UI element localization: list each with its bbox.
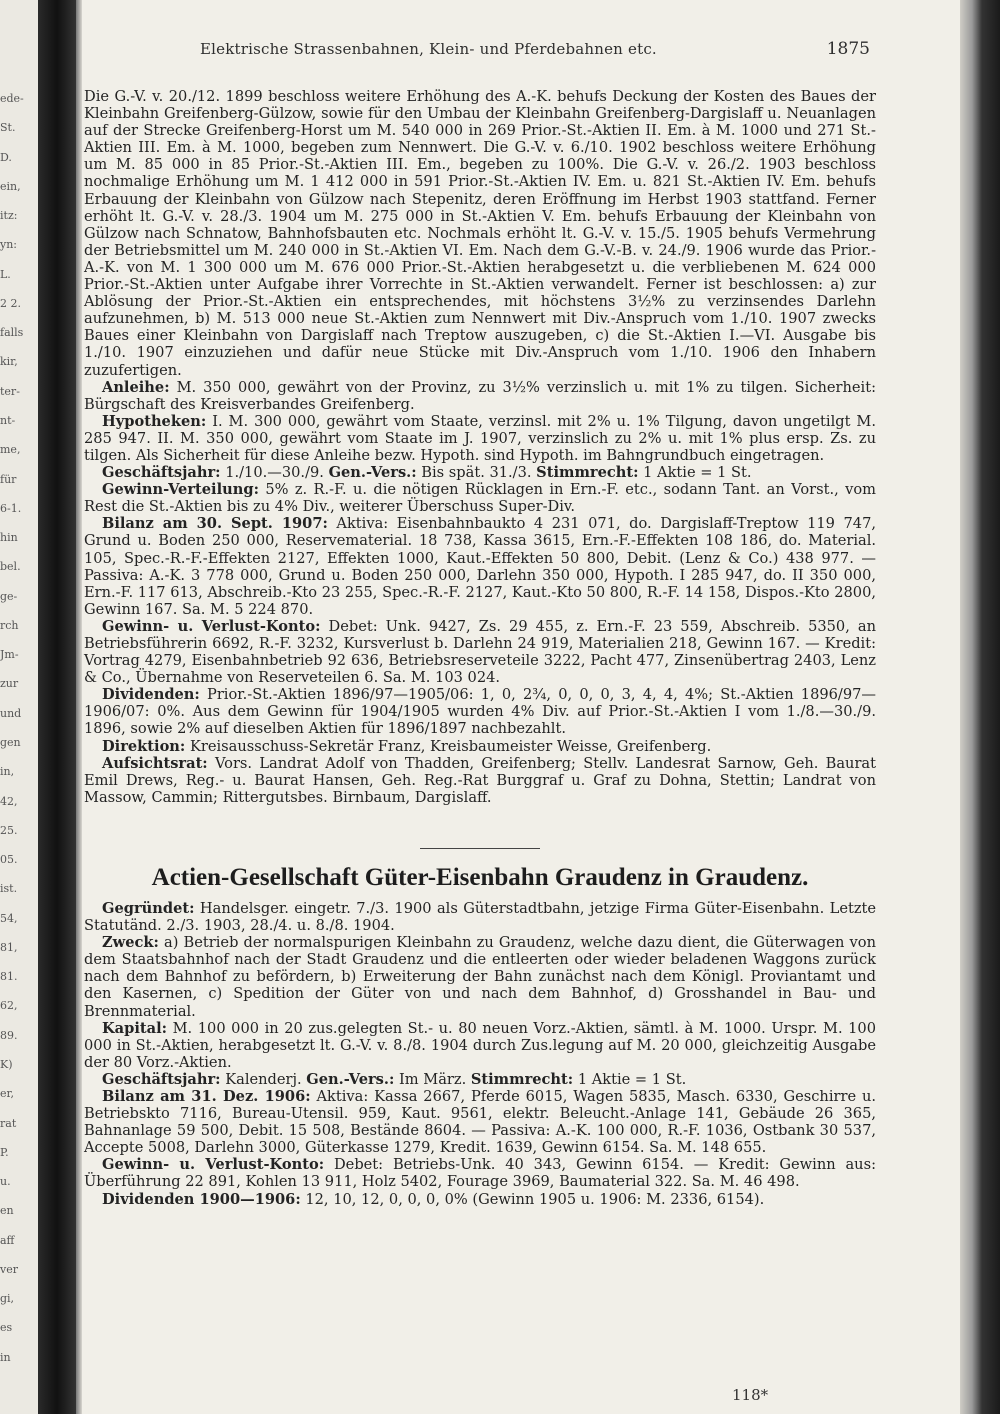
stimmrecht-text: 1 Aktie = 1 St. xyxy=(643,464,752,482)
geschaeftsjahr-label: Geschäftsjahr: xyxy=(102,464,221,482)
margin-fragment: ter- xyxy=(0,385,20,398)
margin-fragment: zur xyxy=(0,677,19,690)
margin-fragment: itz: xyxy=(0,209,18,222)
stimmrecht-label-2: Stimmrecht: xyxy=(470,1070,574,1088)
guv-entry xyxy=(84,618,876,686)
bilanz-entry-2 xyxy=(84,1088,876,1156)
guv-text: Debet: Unk. 9427, Zs. 29 455, z. Ern.-F. 23 559, Abschreib. 5350, an Betriebsführerin 6692, R.-F. 3232, Kursverlust b. Darlehn 24 919, Materialien 218, Gewinn 167. — Kredit: Vortrag 4279, Eisenbahnbetrieb 92 636, Betriebsreserveteile 3222, Pacht 477, Zinsenübertrag 2403, Lenz & Co., Übernahme von Reserveteilen 6. Sa. M. 103 024. xyxy=(84,617,877,687)
text-column xyxy=(84,88,876,1208)
meeting-entry xyxy=(84,464,876,481)
margin-fragment: D. xyxy=(0,151,12,164)
margin-fragment: hin xyxy=(0,531,18,544)
direktion-text: Kreisausschuss-Sekretär Franz, Kreisbaumeister Weisse, Greifenberg. xyxy=(189,737,712,755)
page-edge xyxy=(960,0,1000,1414)
previous-page-margin xyxy=(0,0,38,1414)
margin-fragment: yn: xyxy=(0,238,18,251)
margin-fragment: en xyxy=(0,1204,14,1217)
gutter-shadow xyxy=(76,0,82,1414)
margin-fragment: P. xyxy=(0,1146,9,1159)
guv-entry-2 xyxy=(84,1156,876,1190)
gen-vers-text: Bis spät. 31./3. xyxy=(421,464,532,482)
gen-vers-label-2: Gen.-Vers.: xyxy=(306,1070,395,1088)
margin-fragment: 25. xyxy=(0,824,18,837)
gewinn-verteilung-label: Gewinn-Verteilung: xyxy=(102,481,259,499)
gen-vers-text-2: Im März. xyxy=(399,1070,467,1088)
margin-fragment: gi, xyxy=(0,1292,15,1305)
margin-fragment: 42, xyxy=(0,795,18,808)
margin-fragment: rat xyxy=(0,1117,17,1130)
zweck-label: Zweck: xyxy=(102,934,159,952)
stimmrecht-text-2: 1 Aktie = 1 St. xyxy=(577,1070,687,1088)
margin-fragment: falls xyxy=(0,326,24,339)
margin-fragment: u. xyxy=(0,1175,11,1188)
margin-fragment: 62, xyxy=(0,999,18,1012)
margin-fragment: ist. xyxy=(0,882,18,895)
dividenden-entry-2 xyxy=(84,1191,876,1208)
guv-text-2: Debet: Betriebs-Unk. 40 343, Gewinn 6154. — Kredit: Gewinn aus: Überführung 22 891, Kohlen 13 911, Holz 5402, Fourage 3969, Baumaterial 322. Sa. M. 46 498. xyxy=(84,1156,876,1191)
gegruendet-entry xyxy=(84,900,876,934)
margin-fragment: gen xyxy=(0,736,21,749)
sheet-signature: 118* xyxy=(732,1386,769,1404)
kapital-label: Kapital: xyxy=(102,1019,168,1037)
margin-fragment: ede- xyxy=(0,92,24,105)
margin-fragment: L. xyxy=(0,268,11,281)
running-head: Elektrische Strassenbahnen, Klein- und Pferdebahnen etc. xyxy=(200,40,657,58)
margin-fragment: nt- xyxy=(0,414,16,427)
aufsichtsrat-text: Vors. Landrat Adolf von Thadden, Greifenberg; Stellv. Landesrat Sarnow, Geh. Baurat Emil Drews, Reg.- u. Baurat Hansen, Geh. Reg.-Rat Burggraf u. Graf zu Dohna, Stettin; Landrat von Massow, Cammin; Rittergutsbes. Birnbaum, Dargislaff. xyxy=(84,754,877,806)
geschaeftsjahr-label-2: Geschäftsjahr: xyxy=(102,1070,221,1088)
zweck-entry xyxy=(84,934,876,1019)
aufsichtsrat-label: Aufsichtsrat: xyxy=(102,754,208,772)
margin-fragment: und xyxy=(0,707,22,720)
meeting-entry-2 xyxy=(84,1071,876,1088)
margin-fragment: K) xyxy=(0,1058,13,1071)
dividenden-entry xyxy=(84,686,876,737)
company-title: Actien-Gesellschaft Güter-Eisenbahn Graudenz in Graudenz. xyxy=(151,863,809,891)
dividenden-text-2: 12, 10, 12, 0, 0, 0, 0% (Gewinn 1905 u. 1906: M. 2336, 6154). xyxy=(305,1190,765,1208)
margin-fragment: 89. xyxy=(0,1029,18,1042)
hypotheken-text: I. M. 300 000, gewährt vom Staate, verzinsl. mit 2% u. 1% Tilgung, davon ungetilgt M. 285 947. II. M. 350 000, gewährt vom Staate im J. 1907, verzinslich zu 2% u. mit 1% plus ersp. Zs. zu tilgen. Als Sicherheit für diese Anleihe bezw. Hypoth. sind Hypoth. im Bahngrundbuch eingetragen. xyxy=(84,412,876,464)
aufsichtsrat-entry xyxy=(84,755,876,806)
bilanz-entry xyxy=(84,515,876,618)
margin-fragment: me, xyxy=(0,443,21,456)
gegruendet-text: Handelsger. eingetr. 7./3. 1900 als Güterstadtbahn, jetzige Firma Güter-Eisenbahn. Letzte Statutänd. 2./3. 1903, 28./4. u. 8./8. 1904. xyxy=(84,899,877,935)
guv-label-2: Gewinn- u. Verlust-Konto: xyxy=(102,1156,325,1174)
gegruendet-label: Gegründet: xyxy=(102,899,195,917)
geschaeftsjahr-text: 1./10.—30./9. xyxy=(225,464,324,482)
margin-fragment: für xyxy=(0,473,17,486)
margin-fragment: 54, xyxy=(0,912,18,925)
bilanz-text: Aktiva: Eisenbahnbaukto 4 231 071, do. Dargislaff-Treptow 119 747, Grund u. Boden 250 000, Reservematerial. 18 738, Kassa 3615, Ern.-F.-Effekten 108 186, do. Material. 105, Spec.-R.-F.-Effekten 2127, Effekten 1000, Kaut.-Effekten 50 800, Debit. (Lenz & Co.) 438 977. — Passiva: A.-K. 3 778 000, Grund u. Boden 250 000, Darlehn 350 000, Hypoth. I 285 947, do. II 350 000, Ern.-F. 117 613, Abschreib.-Kto 23 255, Spec.-R.-F. 2127, Kaut.-Kto 50 800, R.-F. 14 158, Dispos.-Kto 2800, Gewinn 167. Sa. M. 5 224 870. xyxy=(84,515,876,618)
margin-fragment: er, xyxy=(0,1087,15,1100)
margin-fragment: in, xyxy=(0,765,15,778)
direktion-label: Direktion: xyxy=(102,737,186,755)
stimmrecht-label: Stimmrecht: xyxy=(536,464,639,482)
guv-label: Gewinn- u. Verlust-Konto: xyxy=(102,617,321,635)
bilanz-label: Bilanz am 30. Sept. 1907: xyxy=(102,515,328,533)
anleihe-text: M. 350 000, gewährt von der Provinz, zu 3½% verzinslich u. mit 1% zu tilgen. Sicherheit: Bürgschaft des Kreisverbandes Greifenberg. xyxy=(84,378,877,413)
margin-fragment: rch xyxy=(0,619,19,632)
margin-fragment: in xyxy=(0,1351,11,1364)
section-divider xyxy=(420,848,540,849)
book-gutter xyxy=(38,0,76,1414)
margin-fragment: 2 2. xyxy=(0,297,21,310)
margin-fragment: aff xyxy=(0,1234,15,1247)
margin-fragment: 05. xyxy=(0,853,18,866)
margin-fragment: 81, xyxy=(0,941,18,954)
direktion-entry xyxy=(84,738,876,755)
gewinn-verteilung-entry xyxy=(84,481,876,515)
bilanz-label-2: Bilanz am 31. Dez. 1906: xyxy=(102,1087,311,1105)
margin-fragment: ein, xyxy=(0,180,21,193)
margin-fragment: St. xyxy=(0,121,16,134)
dividenden-text: Prior.-St.-Aktien 1896/97—1905/06: 1, 0, 2¾, 0, 0, 0, 3, 4, 4, 4%; St.-Aktien 1896/97—1906/07: 0%. Aus dem Gewinn für 1904/1905 wurden 4% Div. auf Prior.-St.-Aktien I vom 1./8.—30./9. 1896, sowie 2% auf dieselben Aktien für 1896/1897 nachbezahlt. xyxy=(84,686,877,738)
gen-vers-label: Gen.-Vers.: xyxy=(328,464,417,482)
margin-fragment: bel. xyxy=(0,560,21,573)
kapital-text: M. 100 000 in 20 zus.gelegten St.- u. 80 neuen Vorz.-Aktien, sämtl. à M. 1000. Urspr. M. 100 000 in St.-Aktien, herabgesetzt lt. G.-V. v. 8./8. 1904 durch Zus.legung auf M. 20 000, gleichzeitig Ausgabe der 80 Vorz.-Aktien. xyxy=(84,1019,877,1071)
margin-fragment: ver xyxy=(0,1263,18,1276)
page-header xyxy=(200,40,870,62)
page-number: 1875 xyxy=(826,39,870,59)
hypotheken-label: Hypotheken: xyxy=(102,412,207,430)
margin-fragment: 6-1. xyxy=(0,502,22,515)
anleihe-entry xyxy=(84,379,876,413)
margin-fragment: Jm- xyxy=(0,648,19,661)
kapital-entry xyxy=(84,1020,876,1071)
geschaeftsjahr-text-2: Kalenderj. xyxy=(225,1070,302,1088)
hypotheken-entry xyxy=(84,413,876,464)
margin-fragment: kir, xyxy=(0,355,18,368)
gewinn-verteilung-text: 5% z. R.-F. u. die nötigen Rücklagen in Ern.-F. etc., sodann Tant. an Vorst., vom Rest die St.-Aktien bis zu 4% Div., weiterer Überschuss Super-Div. xyxy=(84,481,876,516)
anleihe-label: Anleihe: xyxy=(102,378,170,396)
capital-history-paragraph: Die G.-V. v. 20./12. 1899 beschloss weitere Erhöhung des A.-K. behufs Deckung der Kosten des Baues der Kleinbahn Greifenberg-Gülzow, sowie für den Umbau der Kleinbahn Greifenberg-Dargislaff u. Neuanlagen auf der Strecke Greifenberg-Horst um M. 540 000 in 269 Prior.-St.-Aktien II. Em. à M. 1000 und 271 St.-Aktien III. Em. à M. 1000, begeben zum Nennwert. Die G.-V. v. 6./10. 1902 beschloss weitere Erhöhung um M. 85 000 in 85 Prior.-St.-Aktien III. Em., begeben zu 100%. Die G.-V. v. 26./2. 1903 beschloss nochmalige Erhöhung um M. 1 412 000 in 591 Prior.-St.-Aktien IV. Em. u. 821 St.-Aktien IV. Em. behufs Erbauung der Kleinbahn von Gülzow nach Stepenitz, deren Eröffnung im Herbst 1903 stattfand. Ferner erhöht lt. G.-V. v. 28./3. 1904 um M. 275 000 in St.-Aktien V. Em. behufs Erbauung der Kleinbahn von Gülzow nach Schnatow, Bahnhofsbauten etc. Nochmals erhöht lt. G.-V. v. 15./5. 1905 behufs Vermehrung der Betriebsmittel um M. 240 000 in St.-Aktien VI. Em. Nach dem G.-V.-B. v. 24./9. 1906 wurde das Prior.-A.-K. von M. 1 300 000 um M. 676 000 Prior.-St.-Aktien herabgesetzt u. die verbliebenen M. 624 000 Prior.-St.-Aktien unter Aufgabe ihrer Vorrechte in St.-Aktien verwandelt. Ferner ist beschlossen: a) zur Ablösung der Prior.-St.-Aktien ein entsprechendes, mit höchstens 3½% zu verzinsendes Darlehn aufzunehmen, b) M. 513 000 neue St.-Aktien zum Nennwert mit Div.-Anspruch vom 1./10. 1907 zwecks Baues einer Kleinbahn von Dargislaff nach Treptow auszugeben, c) die St.-Aktien I.—VI. Ausgabe bis 1./10. 1907 einzuziehen und dafür neue Stücke mit Div.-Anspruch vom 1./10. 1906 den Inhabern zuzufertigen. xyxy=(84,88,876,379)
dividenden-label: Dividenden: xyxy=(102,686,200,704)
margin-fragment: ge- xyxy=(0,590,18,603)
bilanz-text-2: Aktiva: Kassa 2667, Pferde 6015, Wagen 5835, Masch. 6330, Geschirre u. Betriebskto 7116, Bureau-Utensil. 959, Kaut. 9561, elektr. Beleucht.-Anlage 141, Gebäude 26 365, Bahnanlage 59 500, Debit. 15 508, Bestände 8604. — Passiva: A.-K. 100 000, R.-F. 1036, Ostbank 30 537, Accepte 5008, Darlehn 3000, Güterkasse 1279, Kredit. 1639, Gewinn 6154. Sa. M. 148 655. xyxy=(84,1087,876,1157)
margin-fragment: 81. xyxy=(0,970,18,983)
margin-fragment: es xyxy=(0,1321,13,1334)
dividenden-label-2: Dividenden 1900—1906: xyxy=(102,1190,301,1208)
zweck-text: a) Betrieb der normalspurigen Kleinbahn zu Graudenz, welche dazu dient, die Güterwagen von dem Staatsbahnhof nach der Stadt Graudenz und die entleerten oder wieder beladenen Waggons zurück nach dem Bahnhof zu befördern, b) Erweiterung der Bahn zunächst nach dem Königl. Proviantamt und den Kasernen, c) Spedition der Güter von und nach dem Bahnhof, d) Grosshandel in Bau- und Brennmaterial. xyxy=(84,934,876,1020)
